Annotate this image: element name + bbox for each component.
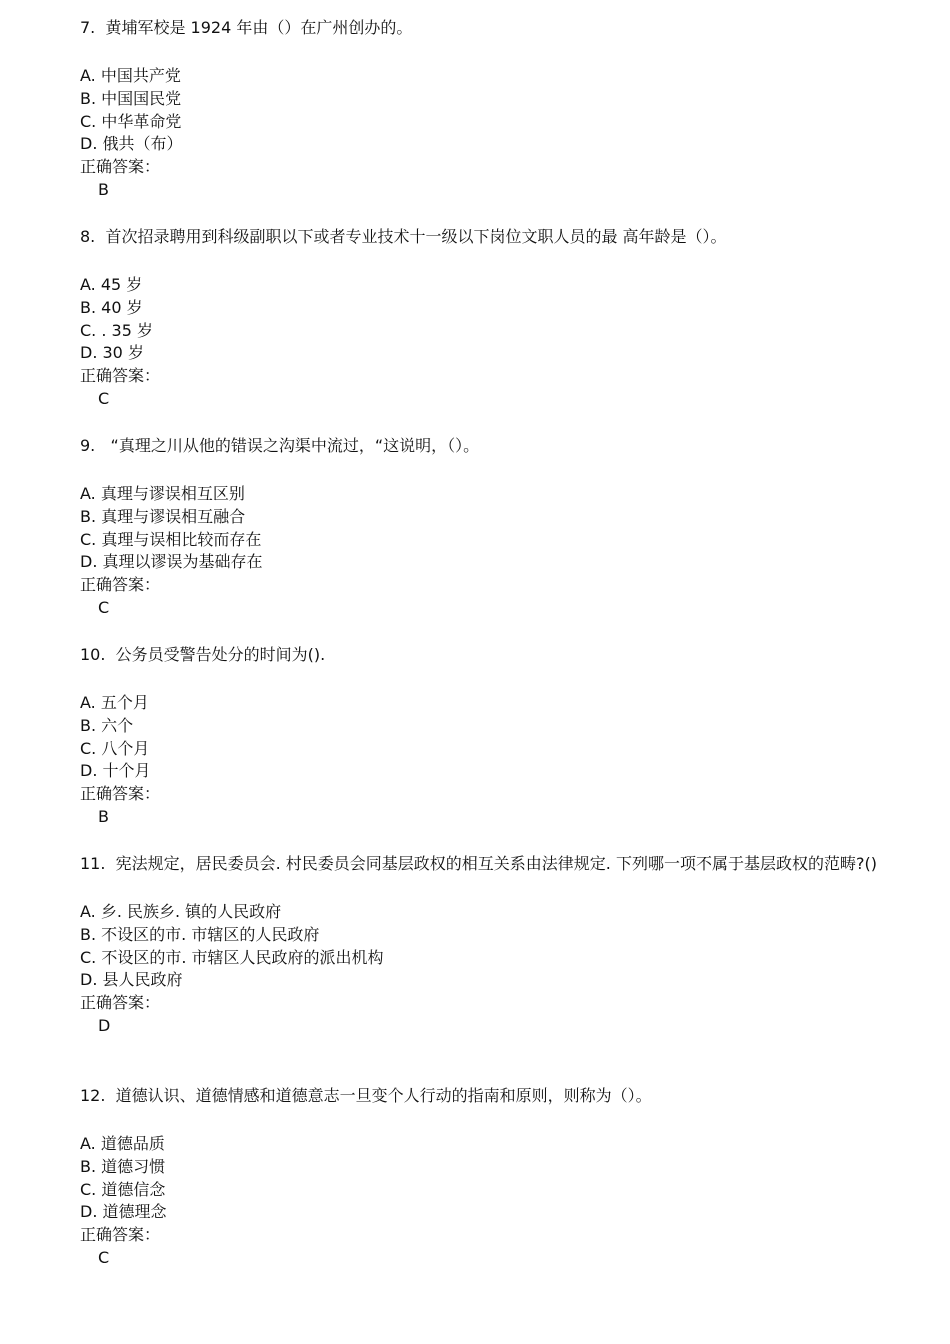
option-c: C. 八个月 <box>80 738 150 758</box>
option-d: D. 十个月 <box>80 761 151 781</box>
option-a: A. 中国共产党 <box>80 66 181 85</box>
option-c: C. 真理与误相比较而存在 <box>80 529 262 549</box>
question-stem: 9. “真理之川从他的错误之沟渠中流过，“这说明，（）。 <box>80 436 480 455</box>
answer-label: 正确答案： <box>80 366 161 386</box>
question-12 <box>80 1085 880 1270</box>
option-a: A. 乡. 民族乡. 镇的人民政府 <box>80 902 282 921</box>
option-b: B. 道德习惯 <box>80 1156 166 1176</box>
answer-value: B <box>98 806 109 826</box>
option-c: C. 中华革命党 <box>80 111 182 131</box>
option-d: D. 道德理念 <box>80 1202 167 1222</box>
option-b: B. 真理与谬误相互融合 <box>80 506 246 526</box>
answer-value: C <box>98 388 110 408</box>
question-stem: 7. 黄埔军校是 1924 年由（）在广州创办的。 <box>80 18 413 37</box>
answer-label: 正确答案： <box>80 157 161 177</box>
answer-value: C <box>98 1247 110 1267</box>
option-b: B. 中国国民党 <box>80 88 182 108</box>
answer-label: 正确答案： <box>80 575 161 595</box>
option-c: C. 不设区的市. 市辖区人民政府的派出机构 <box>80 947 384 967</box>
options-list <box>80 274 880 411</box>
question-stem: 8. 首次招录聘用到科级副职以下或者专业技术十一级以下岗位文职人员的最 高年龄是（）。 <box>80 227 727 246</box>
options-list <box>80 65 880 202</box>
options-list <box>80 1133 880 1270</box>
option-c: C. 道德信念 <box>80 1179 166 1199</box>
question-7 <box>80 17 880 202</box>
option-d: D. 真理以谬误为基础存在 <box>80 552 263 572</box>
question-8 <box>80 226 880 411</box>
answer-value: D <box>98 1015 111 1035</box>
options-list <box>80 483 880 620</box>
option-b: B. 40 岁 <box>80 297 143 317</box>
answer-value: B <box>98 179 109 199</box>
options-list <box>80 901 880 1038</box>
question-stem: 10. 公务员受警告处分的时间为(). <box>80 645 326 664</box>
answer-label: 正确答案： <box>80 784 161 804</box>
question-stem: 11. 宪法规定，居民委员会. 村民委员会同基层政权的相互关系由法律规定. 下列哪一项不属于基层政权的范畴?() <box>80 854 877 873</box>
question-9 <box>80 435 880 620</box>
answer-value: C <box>98 597 110 617</box>
answer-label: 正确答案： <box>80 993 161 1013</box>
option-a: A. 真理与谬误相互区别 <box>80 484 245 503</box>
option-a: A. 五个月 <box>80 693 149 712</box>
option-c: C. . 35 岁 <box>80 320 153 340</box>
question-stem: 12. 道德认识、道德情感和道德意志一旦变个人行动的指南和原则，则称为（）。 <box>80 1086 652 1105</box>
option-d: D. 县人民政府 <box>80 970 183 990</box>
question-11 <box>80 853 880 1038</box>
option-d: D. 俄共（布） <box>80 134 183 154</box>
option-a: A. 道德品质 <box>80 1134 165 1153</box>
option-b: B. 六个 <box>80 715 134 735</box>
option-d: D. 30 岁 <box>80 343 144 363</box>
answer-label: 正确答案： <box>80 1225 161 1245</box>
option-a: A. 45 岁 <box>80 275 143 294</box>
question-10 <box>80 644 880 829</box>
option-b: B. 不设区的市. 市辖区的人民政府 <box>80 924 320 944</box>
options-list <box>80 692 880 829</box>
